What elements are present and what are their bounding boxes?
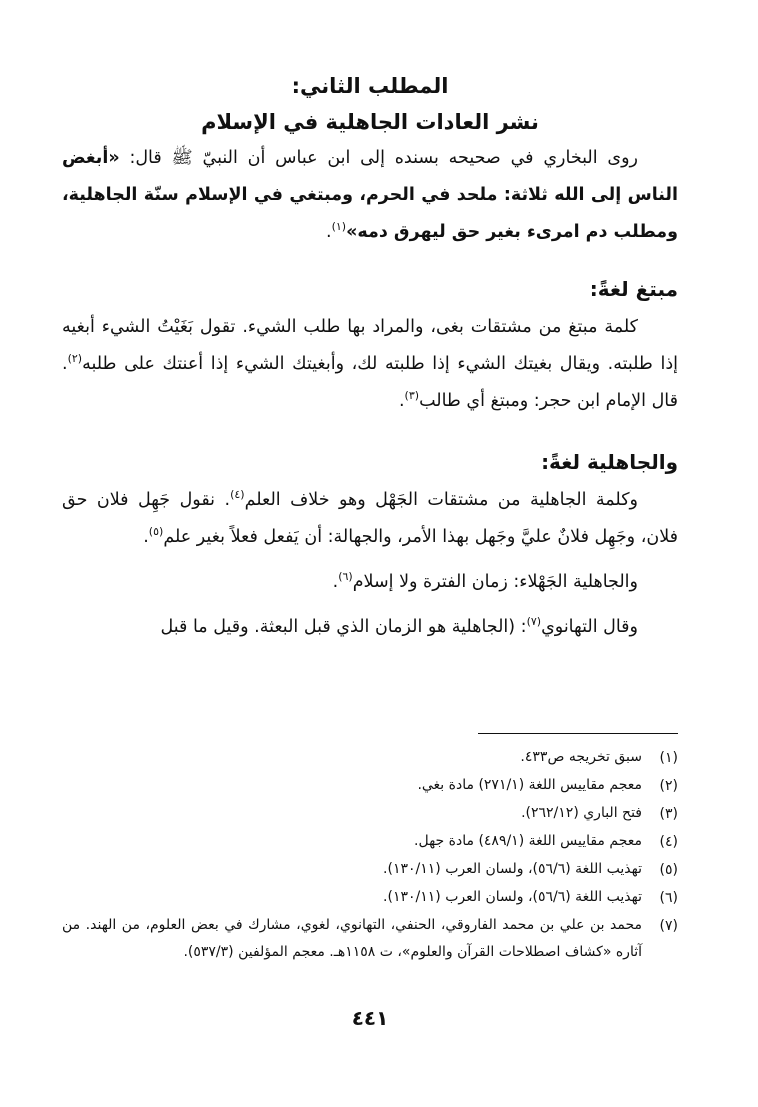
page-content [62, 68, 678, 1030]
footnote-ref-6: (٦) [338, 570, 353, 584]
footnote-separator [478, 733, 678, 734]
footnote-number: (٢) [659, 778, 678, 794]
jahiliyya-text-2: . نقول جَهِل فلان حق فلان، وجَهِل فلانٌ عليَّ وجَهل بهذا الأمر، والجهالة: أن يَفعل فعلاً بغير علم [62, 490, 678, 547]
page-number: ٤٤١ [351, 1006, 389, 1030]
footnote-text: فتح الباري (٢٦٢/١٢). [521, 805, 642, 821]
footnote-number: (٣) [659, 806, 678, 822]
footnote-ref-7: (٧) [526, 615, 542, 629]
jahiliyya-paragraph-3 [62, 609, 678, 646]
jahiliyya-jahla-text: والجاهلية الجَهْلاء: زمان الفترة ولا إسلام [352, 572, 638, 592]
mubtagh-text-2: . قال الإمام ابن حجر: ومبتغ أي طالب [62, 354, 678, 411]
section-heading-mubtagh: مبتغ لغةً: [589, 277, 678, 301]
footnote-ref-2: (٢) [67, 352, 83, 366]
footnote-number: (٥) [659, 862, 678, 878]
hadith-text: «أبغض الناس إلى الله ثلاثة: ملحد في الحرم، ومبتغي في الإسلام سنّة الجاهلية، ومطلب دم امرىء بغير حق ليهرق دمه» [62, 148, 678, 242]
footnote-ref-3: (٣) [404, 389, 420, 403]
jahiliyya-paragraph-2 [62, 564, 678, 601]
footnote-text: تهذيب اللغة (٥٦/٦)، ولسان العرب (١٣٠/١١). [383, 889, 642, 905]
intro-paragraph [62, 140, 678, 251]
footnote-text: تهذيب اللغة (٥٦/٦)، ولسان العرب (١٣٠/١١). [383, 861, 642, 877]
jahiliyya-jahla-end: . [332, 572, 339, 592]
footnote-item [62, 744, 678, 772]
footnote-item [62, 800, 678, 828]
footnote-text: محمد بن علي بن محمد الفاروقي، الحنفي، التهانوي، لغوي، مشارك في بعض العلوم، من الهند. من آثاره «كشاف اصطلاحات القرآن والعلوم»، ت ١١٥٨هـ. معجم المؤلفين (٥٣٧/٣). [62, 917, 642, 960]
section-heading-jahiliyya: والجاهلية لغةً: [541, 450, 678, 474]
tahanawi-lead: وقال التهانوي [541, 617, 638, 637]
title-line-2: نشر العادات الجاهلية في الإسلام [201, 110, 539, 134]
footnote-item [62, 884, 678, 912]
jahiliyya-text-end: . [143, 527, 149, 547]
footnote-ref-1: (١) [331, 220, 347, 234]
intro-lead: روى البخاري في صحيحه بسنده إلى ابن عباس أن النبيّ ﷺ قال: [129, 148, 638, 168]
footnote-number: (١) [659, 750, 678, 766]
footnote-number: (٤) [659, 834, 678, 850]
footnote-number: (٧) [659, 918, 678, 934]
footnote-item [62, 772, 678, 800]
footnote-number: (٦) [659, 890, 678, 906]
footnote-text: معجم مقاييس اللغة (٢٧١/١) مادة بغي. [417, 777, 642, 793]
footnote-text: سبق تخريجه ص٤٣٣. [520, 749, 642, 765]
tahanawi-quote: : (الجاهلية هو الزمان الذي قبل البعثة. وقيل ما قبل [160, 617, 527, 637]
mubtagh-text-1: كلمة مبتغ من مشتقات بغى، والمراد بها طلب الشيء. تقول بَغَيْتُ الشيء أبغيه إذا طلبته. ويقال بغيتك الشيء إذا طلبته لك، وأبغيتك الشيء إذا أعنتك على طلبه [62, 317, 678, 374]
footnote-item [62, 856, 678, 884]
footnote-item [62, 912, 678, 966]
jahiliyya-text-1: وكلمة الجاهلية من مشتقات الجَهْل وهو خلاف العلم [244, 490, 638, 510]
footnote-text: معجم مقاييس اللغة (٤٨٩/١) مادة جهل. [414, 833, 642, 849]
mubtagh-text-end: . [398, 391, 405, 411]
title-line-1: المطلب الثاني: [291, 74, 449, 98]
footnote-ref-4: (٤) [230, 488, 245, 502]
footnotes [62, 744, 678, 966]
intro-end: . [326, 222, 332, 242]
footnote-ref-5: (٥) [148, 525, 164, 539]
jahiliyya-paragraph-1 [62, 482, 678, 556]
footnote-item [62, 828, 678, 856]
mubtagh-paragraph [62, 309, 678, 420]
